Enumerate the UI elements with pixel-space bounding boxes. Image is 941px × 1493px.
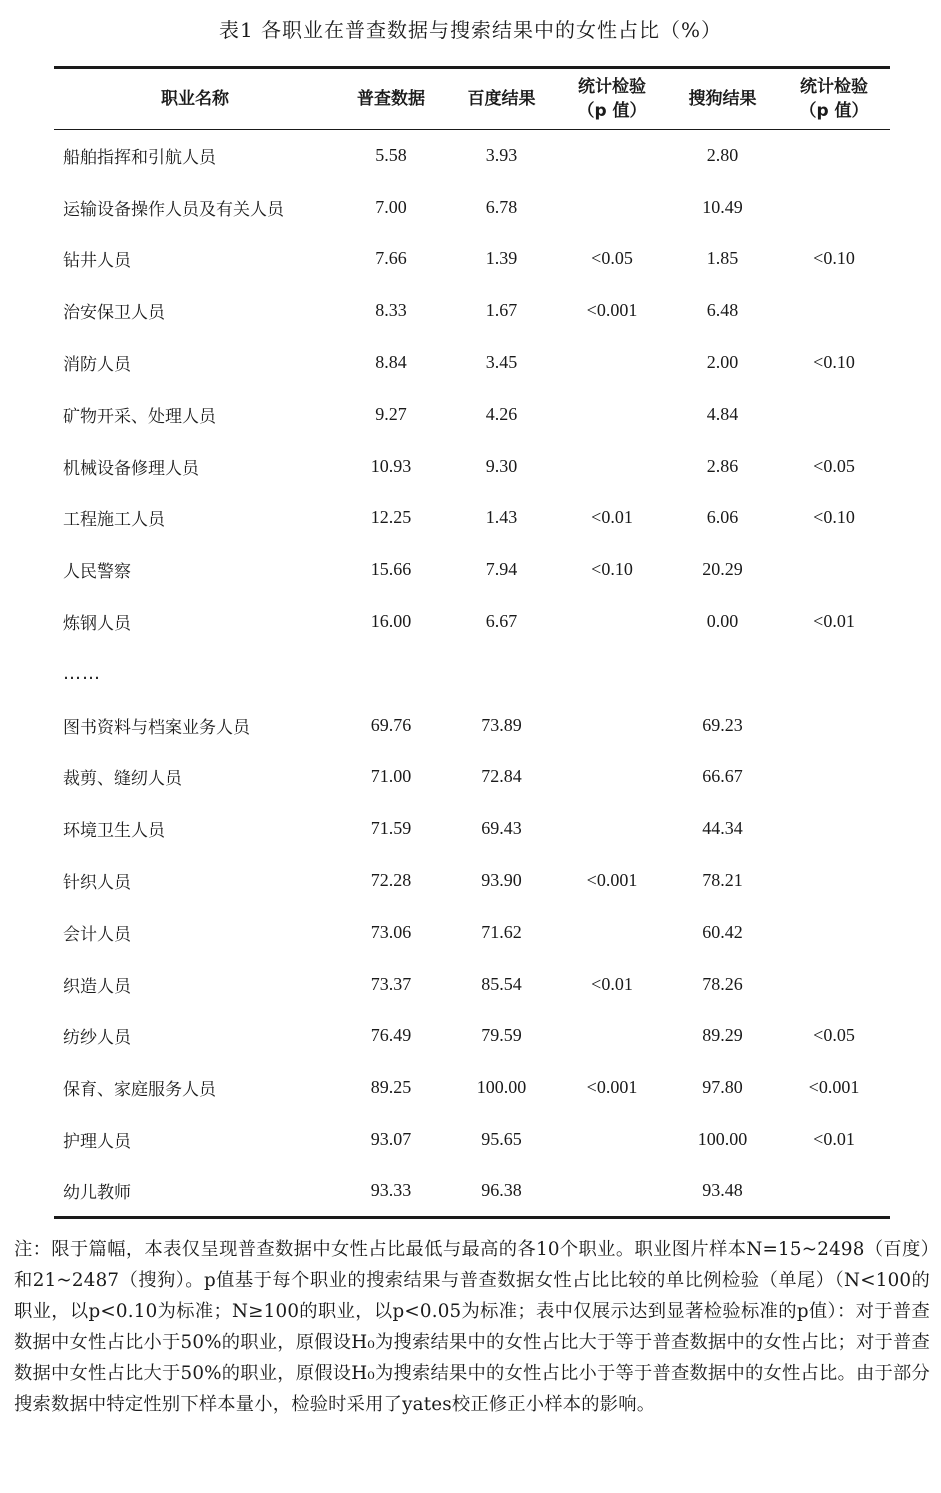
cell-occupation: 矿物开采、处理人员 (63, 406, 216, 427)
table-footnote: 注：限于篇幅，本表仅呈现普查数据中女性占比最低与最高的各10个职业。职业图片样本N=15~2498（百度）和21~2487（搜狗）。p值基于每个职业的搜索结果与普查数据女性占比比较的单比例检验（单尾）（N<100的职业，以p<0.10为标准；N≥100的职业，以p<0.05为标准；表中仅展示达到显著检验标准的p值）：对于普查数据中女性占比小于50%的职业，原假设H₀为搜索结果中的女性占比大于等于普查数据中的女性占比；对于普查数据中女性占比大于50%的职业，原假设H₀为搜索结果中的女性占比小于等于普查数据中的女性占比。由于部分搜索数据中特定性别下样本量小，检验时采用了yates校正修正小样本的影响。 (14, 1239, 930, 1415)
cell-baidu: 79.59 (481, 1025, 522, 1046)
cell-census: 7.00 (375, 196, 407, 217)
cell-census: 69.76 (370, 714, 412, 735)
header-p-sogou (778, 68, 890, 130)
cell-baidu: 7.94 (485, 559, 518, 580)
cell-p-sogou (778, 855, 890, 907)
table-row (54, 803, 890, 855)
cell-sogou: 0.00 (706, 611, 739, 632)
cell-p-baidu: <0.01 (591, 973, 633, 994)
table-container (54, 66, 890, 1219)
cell-occupation: 运输设备操作人员及有关人员 (63, 199, 284, 220)
cell-census: 73.06 (370, 921, 412, 942)
cell-p-baidu: <0.01 (591, 507, 633, 528)
cell-sogou: 2.00 (706, 352, 739, 373)
table-row (54, 130, 890, 182)
table-row (54, 1062, 890, 1114)
table-row (54, 285, 890, 337)
cell-p-baidu (557, 181, 667, 233)
cell-census: 72.28 (370, 870, 412, 891)
cell-occupation: 船舶指挥和引航人员 (63, 148, 216, 169)
cell-p-baidu (557, 440, 667, 492)
cell-baidu: 93.90 (481, 870, 522, 891)
cell-census: 71.00 (370, 766, 412, 787)
table-row (54, 751, 890, 803)
table-row (54, 544, 890, 596)
cell-p-sogou (778, 130, 890, 182)
header-census: 普查数据 (336, 68, 446, 130)
cell-baidu: 100.00 (476, 1077, 527, 1098)
cell-census: 12.25 (370, 507, 412, 528)
cell-census: 7.66 (375, 248, 407, 269)
header-p-sogou-line2: （p 值） (799, 101, 869, 121)
table-row (54, 388, 890, 440)
cell-census: 71.59 (370, 818, 412, 839)
table-row (54, 958, 890, 1010)
cell-p-sogou (778, 544, 890, 596)
cell-census: 5.58 (375, 145, 407, 166)
cell-p-sogou: <0.10 (813, 507, 855, 528)
cell-sogou: 10.49 (702, 196, 743, 217)
cell-baidu: 72.84 (481, 766, 522, 787)
cell-sogou: 66.67 (702, 766, 743, 787)
table-row (54, 337, 890, 389)
cell-baidu: 3.45 (485, 352, 518, 373)
cell-census: 8.33 (375, 300, 407, 321)
cell-baidu: 6.78 (485, 196, 518, 217)
cell-baidu: 95.65 (481, 1129, 522, 1150)
cell-sogou: 97.80 (702, 1077, 743, 1098)
cell-census: 15.66 (370, 559, 412, 580)
cell-sogou: 93.48 (667, 1165, 778, 1217)
table-row (54, 1114, 890, 1166)
cell-occupation: 消防人员 (63, 355, 131, 376)
cell-baidu: 1.67 (485, 300, 518, 321)
cell-p-baidu (557, 1010, 667, 1062)
cell-occupation: 护理人员 (63, 1132, 131, 1153)
cell-p-sogou (778, 906, 890, 958)
table-row (54, 1165, 890, 1217)
cell-occupation: 织造人员 (63, 976, 131, 997)
cell-census: 9.27 (375, 403, 407, 424)
cell-baidu: 73.89 (481, 714, 522, 735)
cell-p-sogou: <0.05 (813, 455, 855, 476)
cell-baidu: 1.43 (485, 507, 518, 528)
cell-occupation: 人民警察 (63, 562, 131, 583)
cell-p-baidu: <0.001 (586, 870, 638, 891)
cell-p-sogou (778, 647, 890, 699)
cell-p-baidu (557, 596, 667, 648)
cell-baidu: 6.67 (485, 611, 518, 632)
header-p-baidu (557, 68, 667, 130)
cell-baidu: 4.26 (485, 403, 518, 424)
cell-p-baidu (557, 699, 667, 751)
cell-sogou: 20.29 (702, 559, 743, 580)
cell-baidu: 3.93 (485, 145, 518, 166)
cell-occupation: 纺纱人员 (63, 1028, 131, 1049)
table-row (54, 440, 890, 492)
cell-occupation: 机械设备修理人员 (63, 458, 199, 479)
cell-occupation: 幼儿教师 (54, 1165, 336, 1217)
header-sogou: 搜狗结果 (667, 68, 778, 130)
cell-p-baidu: <0.05 (591, 248, 633, 269)
cell-baidu: 96.38 (446, 1165, 557, 1217)
cell-sogou: 89.29 (702, 1025, 743, 1046)
table-row (54, 596, 890, 648)
cell-p-sogou (778, 958, 890, 1010)
cell-occupation: 会计人员 (63, 924, 131, 945)
cell-p-sogou (778, 285, 890, 337)
table-row (54, 855, 890, 907)
cell-baidu: 1.39 (485, 248, 518, 269)
ellipsis-row (54, 647, 890, 699)
table-row (54, 181, 890, 233)
cell-sogou: 78.21 (702, 870, 743, 891)
table-row (54, 1010, 890, 1062)
cell-p-baidu (557, 803, 667, 855)
cell-p-sogou: <0.01 (813, 611, 855, 632)
cell-sogou: 6.06 (706, 507, 739, 528)
cell-baidu: 85.54 (481, 973, 522, 994)
table-row (54, 906, 890, 958)
cell-p-baidu: <0.001 (586, 300, 638, 321)
header-p-sogou-line1: 统计检验 (800, 77, 868, 97)
cell-sogou: 69.23 (702, 714, 743, 735)
cell-p-sogou: <0.10 (813, 352, 855, 373)
cell-p-sogou: <0.05 (813, 1025, 855, 1046)
cell-sogou: 1.85 (706, 248, 739, 269)
cell-sogou: 44.34 (702, 818, 743, 839)
cell-p-baidu (557, 388, 667, 440)
cell-census: 73.37 (370, 973, 412, 994)
cell-sogou: 78.26 (702, 973, 743, 994)
cell-occupation: 环境卫生人员 (63, 821, 165, 842)
cell-p-baidu: <0.001 (586, 1077, 638, 1098)
cell-census: 93.07 (370, 1129, 412, 1150)
cell-census (336, 647, 446, 699)
cell-p-sogou (778, 751, 890, 803)
cell-p-baidu (557, 1165, 667, 1217)
cell-occupation: 钻井人员 (63, 251, 131, 272)
table-row (54, 492, 890, 544)
cell-sogou: 6.48 (706, 300, 739, 321)
cell-baidu (446, 647, 557, 699)
cell-p-sogou: <0.001 (808, 1077, 860, 1098)
cell-occupation: 保育、家庭服务人员 (63, 1080, 216, 1101)
cell-p-baidu (557, 337, 667, 389)
cell-sogou (667, 647, 778, 699)
cell-sogou: 2.86 (706, 455, 739, 476)
cell-p-baidu (557, 1114, 667, 1166)
cell-p-baidu (557, 647, 667, 699)
cell-p-sogou: <0.10 (813, 248, 855, 269)
header-p-baidu-line1: 统计检验 (578, 77, 646, 97)
cell-p-baidu (557, 906, 667, 958)
cell-p-sogou (778, 388, 890, 440)
cell-census: 8.84 (375, 352, 407, 373)
cell-census: 16.00 (370, 611, 412, 632)
cell-p-sogou (778, 803, 890, 855)
table-header-row (54, 68, 890, 130)
table-row (54, 233, 890, 285)
cell-p-sogou: <0.01 (813, 1129, 855, 1150)
cell-occupation: 炼钢人员 (63, 614, 131, 635)
cell-p-sogou (778, 699, 890, 751)
header-p-baidu-line2: （p 值） (577, 101, 647, 121)
cell-occupation: …… (63, 662, 101, 684)
cell-census: 93.33 (336, 1165, 446, 1217)
cell-baidu: 9.30 (485, 455, 518, 476)
cell-sogou: 4.84 (706, 403, 739, 424)
cell-baidu: 69.43 (481, 818, 522, 839)
cell-occupation: 裁剪、缝纫人员 (63, 769, 182, 790)
header-occupation: 职业名称 (54, 68, 336, 130)
cell-p-sogou (778, 1165, 890, 1217)
header-baidu: 百度结果 (446, 68, 557, 130)
cell-p-sogou (778, 181, 890, 233)
cell-baidu: 71.62 (481, 921, 522, 942)
cell-p-baidu (557, 130, 667, 182)
occupation-female-share-table (54, 66, 890, 1219)
cell-occupation: 针织人员 (63, 873, 131, 894)
table-title: 表1 各职业在普查数据与搜索结果中的女性占比（%） (218, 18, 723, 42)
cell-p-baidu: <0.10 (591, 559, 633, 580)
table-body (54, 130, 890, 1218)
cell-census: 89.25 (370, 1077, 412, 1098)
cell-sogou: 100.00 (697, 1129, 748, 1150)
cell-sogou: 2.80 (706, 145, 739, 166)
cell-census: 76.49 (370, 1025, 412, 1046)
cell-occupation: 图书资料与档案业务人员 (63, 717, 250, 738)
cell-occupation: 治安保卫人员 (63, 303, 165, 324)
cell-sogou: 60.42 (702, 921, 743, 942)
table-row (54, 699, 890, 751)
cell-census: 10.93 (370, 455, 412, 476)
cell-occupation: 工程施工人员 (63, 510, 165, 531)
cell-p-baidu (557, 751, 667, 803)
